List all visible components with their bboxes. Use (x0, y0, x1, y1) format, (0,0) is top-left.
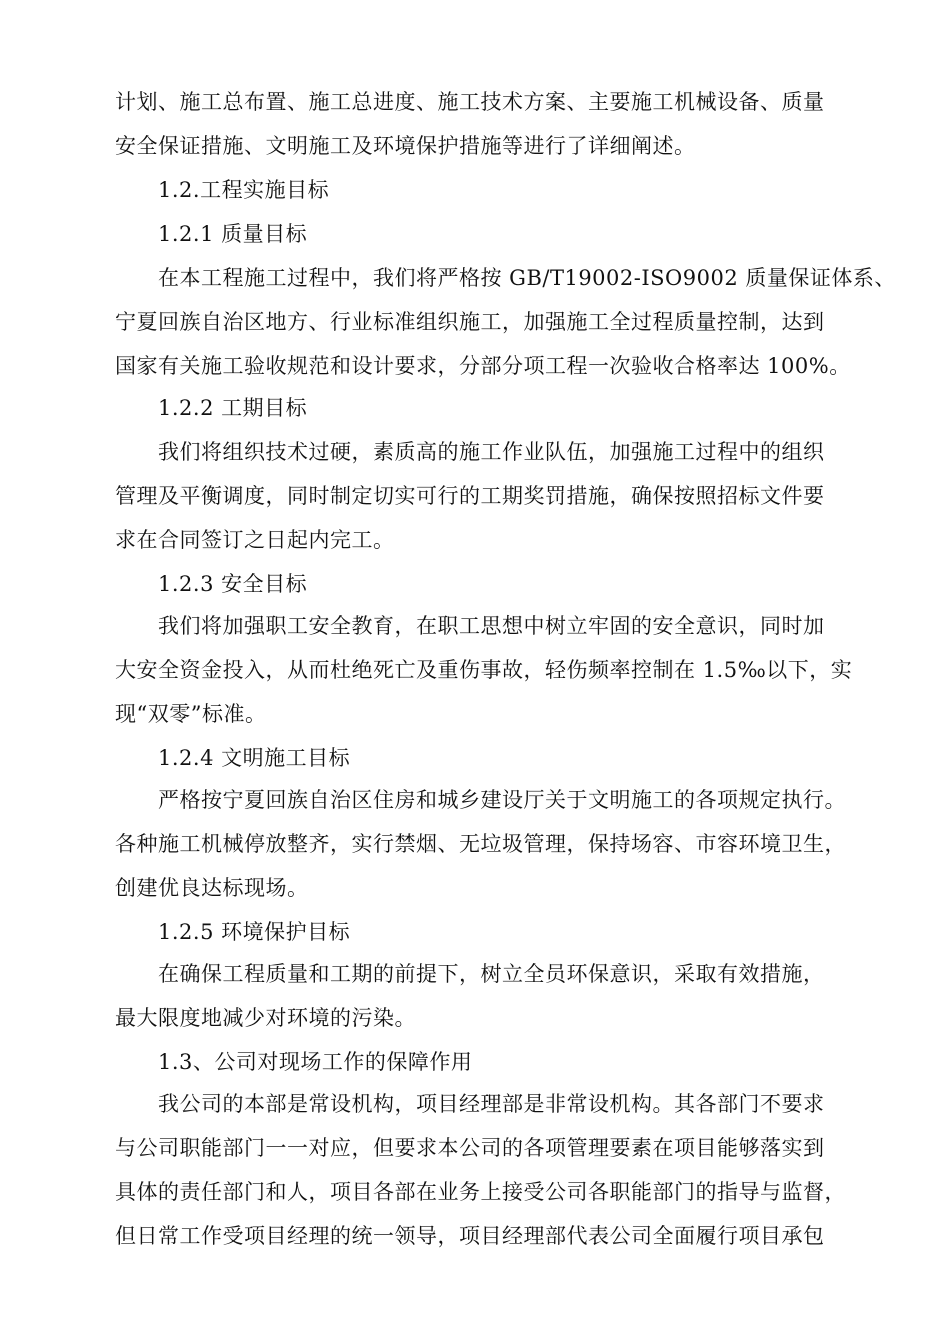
body-text-line: 具体的责任部门和人，项目各部在业务上接受公司各职能部门的指导与监督， (115, 1180, 846, 1204)
body-text-line: 各种施工机械停放整齐，实行禁烟、无垃圾管理，保持场容、市容环境卫生， (115, 832, 846, 856)
body-text-line: 管理及平衡调度，同时制定切实可行的工期奖罚措施，确保按照招标文件要 (115, 484, 825, 508)
subsection-heading: 1.2.1 质量目标 (158, 222, 308, 246)
subsection-heading: 1.2.5 环境保护目标 (158, 920, 351, 944)
paragraph-first-line: 我公司的本部是常设机构，项目经理部是非常设机构。其各部门不要求 (158, 1092, 825, 1116)
body-text-line: 国家有关施工验收规范和设计要求，分部分项工程一次验收合格率达 100%。 (115, 354, 851, 378)
body-text-line: 但日常工作受项目经理的统一领导，项目经理部代表公司全面履行项目承包 (115, 1224, 825, 1248)
paragraph-first-line: 严格按宁夏回族自治区住房和城乡建设厅关于文明施工的各项规定执行。 (158, 788, 846, 812)
section-heading: 1.2.工程实施目标 (158, 178, 330, 202)
body-text-line: 大安全资金投入，从而杜绝死亡及重伤事故，轻伤频率控制在 1.5‰以下，实 (115, 658, 853, 682)
section-heading: 1.3、公司对现场工作的保障作用 (158, 1050, 473, 1074)
body-text-line: 宁夏回族自治区地方、行业标准组织施工，加强施工全过程质量控制，达到 (115, 310, 825, 334)
body-text-line: 最大限度地减少对环境的污染。 (115, 1006, 416, 1030)
body-text-line: 安全保证措施、文明施工及环境保护措施等进行了详细阐述。 (115, 134, 696, 158)
paragraph-first-line: 我们将组织技术过硬，素质高的施工作业队伍，加强施工过程中的组织 (158, 440, 825, 464)
body-text-line: 求在合同签订之日起内完工。 (115, 528, 395, 552)
body-text-line: 计划、施工总布置、施工总进度、施工技术方案、主要施工机械设备、质量 (115, 90, 825, 114)
subsection-heading: 1.2.3 安全目标 (158, 572, 308, 596)
subsection-heading: 1.2.4 文明施工目标 (158, 746, 351, 770)
body-text-line: 创建优良达标现场。 (115, 876, 309, 900)
subsection-heading: 1.2.2 工期目标 (158, 396, 308, 420)
body-text-line: 与公司职能部门一一对应，但要求本公司的各项管理要素在项目能够落实到 (115, 1136, 825, 1160)
paragraph-first-line: 我们将加强职工安全教育，在职工思想中树立牢固的安全意识，同时加 (158, 614, 825, 638)
paragraph-first-line: 在确保工程质量和工期的前提下，树立全员环保意识，采取有效措施， (158, 962, 825, 986)
paragraph-first-line: 在本工程施工过程中，我们将严格按 GB/T19002-ISO9002 质量保证体系、 (158, 266, 896, 290)
body-text-line: 现“双零”标准。 (115, 702, 267, 726)
